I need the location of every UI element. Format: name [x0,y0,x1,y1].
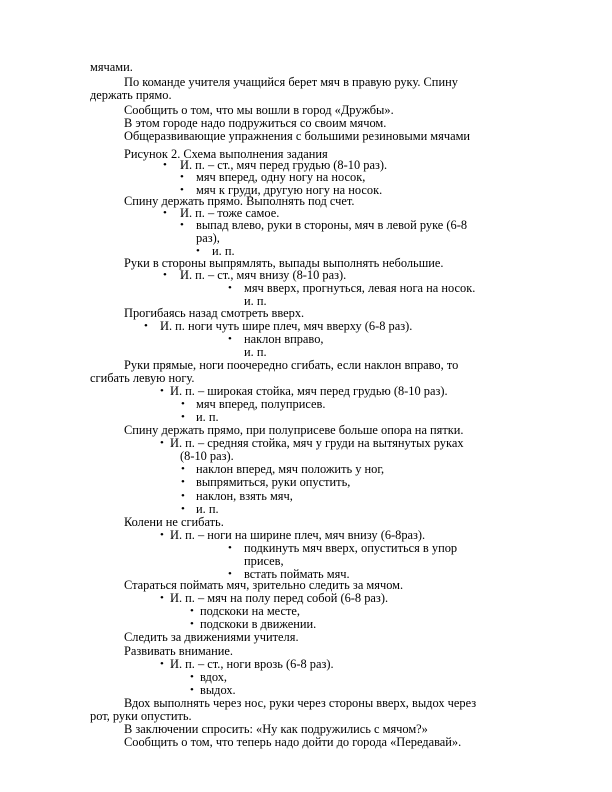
paragraph-line: Руки в стороны выпрямлять, выпады выполнять небольшие. [124,256,444,270]
list-item-text: И. п. – широкая стойка, мяч перед грудью (8-10 раз). [170,384,448,398]
list-item-text: мяч вперед, одну ногу на носок, [196,170,366,184]
paragraph-line: В этом городе надо подружиться со своим мячом. [124,116,387,130]
list-item-text: И. п. – мяч на полу перед собой (6-8 раз). [170,591,389,605]
paragraph-line: мячами. [90,60,133,74]
bullet-icon: • [228,568,232,580]
list-item-text: наклон вперед, мяч положить у ног, [196,462,385,476]
paragraph-line: Развивать внимание. [124,644,234,658]
paragraph-line: Спину держать прямо. Выполнять под счет. [124,194,355,208]
bullet-icon: • [163,207,167,219]
list-item-text: наклон, взять мяч, [196,489,293,503]
bullet-icon: • [181,476,185,488]
paragraph-line: Руки прямые, ноги поочередно сгибать, если наклон вправо, то [124,358,459,372]
list-item-text: мяч вперед, полуприсев. [196,397,326,411]
list-item-text: и. п. [212,244,235,258]
bullet-icon: • [180,219,184,231]
bullet-icon: • [181,503,185,515]
bullet-icon: • [160,437,164,449]
paragraph-line: По команде учителя учащийся берет мяч в правую руку. Спину [124,75,458,89]
bullet-icon: • [190,605,194,617]
paragraph-line: Сообщить о том, что теперь надо дойти до города «Передавай». [124,735,462,749]
list-item-text: И. п. – ст., ноги врозь (6-8 раз). [170,657,334,671]
list-item-text: И. п. – средняя стойка, мяч у груди на вытянутых руках [170,436,464,450]
bullet-icon: • [160,592,164,604]
bullet-icon: • [181,490,185,502]
paragraph-line: Сообщить о том, что мы вошли в город «Дружбы». [124,103,394,117]
list-item-text: мяч вверх, прогнуться, левая нога на носок. [244,281,476,295]
bullet-icon: • [160,529,164,541]
bullet-icon: • [163,269,167,281]
list-item-text: выпад влево, руки в стороны, мяч в левой руке (6-8 [196,218,468,232]
list-item-text: И. п. – ноги на ширине плеч, мяч внизу (6-8раз). [170,528,426,542]
list-item-text: выпрямиться, руки опустить, [196,475,351,489]
paragraph-line: Следить за движениями учителя. [124,630,299,644]
list-item-text: наклон вправо, [244,332,324,346]
bullet-icon: • [181,463,185,475]
bullet-icon: • [160,385,164,397]
bullet-icon: • [190,618,194,630]
list-item-text: И. п. – ст., мяч перед грудью (8-10 раз). [180,158,388,172]
list-item-text: мяч к груди, другую ногу на носок. [196,183,383,197]
list-item-text: подскоки в движении. [200,617,317,631]
paragraph-line: Прогибаясь назад смотреть вверх. [124,306,305,320]
list-item-text: подкинуть мяч вверх, опуститься в упор [244,541,458,555]
paragraph-line: раз), [196,231,220,245]
bullet-icon: • [190,684,194,696]
list-item-text: И. п. – тоже самое. [180,206,280,220]
bullet-icon: • [228,333,232,345]
bullet-icon: • [228,282,232,294]
paragraph-line: Общеразвивающие упражнения с большими резиновыми мячами [124,129,471,143]
bullet-icon: • [180,184,184,196]
bullet-icon: • [196,245,200,257]
bullet-icon: • [181,398,185,410]
paragraph-line: Колени не сгибать. [124,515,224,529]
bullet-icon: • [163,159,167,171]
paragraph-line: и. п. [244,294,267,308]
paragraph-line: держать прямо. [90,88,172,102]
paragraph-line: Вдох выполнять через нос, руки через стороны вверх, выдох через [124,696,477,710]
paragraph-line: Рисунок 2. Схема выполнения задания [124,147,328,161]
list-item-text: И. п. ноги чуть шире плеч, мяч вверху (6-8 раз). [160,319,413,333]
bullet-icon: • [160,658,164,670]
paragraph-line: Стараться поймать мяч, зрительно следить за мячом. [124,578,404,592]
list-item-text: подскоки на месте, [200,604,300,618]
list-item-text: вдох, [200,670,228,684]
bullet-icon: • [181,411,185,423]
list-item-text: встать поймать мяч. [244,567,350,581]
paragraph-line: сгибать левую ногу. [90,371,195,385]
list-item-text: и. п. [196,502,219,516]
paragraph-line: Спину держать прямо, при полуприсеве больше опора на пятки. [124,423,464,437]
list-item-text: и. п. [196,410,219,424]
list-item-text: И. п. – ст., мяч внизу (8-10 раз). [180,268,347,282]
paragraph-line: и. п. [244,345,267,359]
paragraph-line: В заключении спросить: «Ну как подружились с мячом?» [124,722,428,736]
list-item-text: выдох. [200,683,236,697]
bullet-icon: • [180,171,184,183]
paragraph-line: (8-10 раз). [180,449,234,463]
paragraph-line: присев, [244,554,284,568]
bullet-icon: • [190,671,194,683]
bullet-icon: • [228,542,232,554]
bullet-icon: • [144,320,148,332]
paragraph-line: рот, руки опустить. [90,709,192,723]
